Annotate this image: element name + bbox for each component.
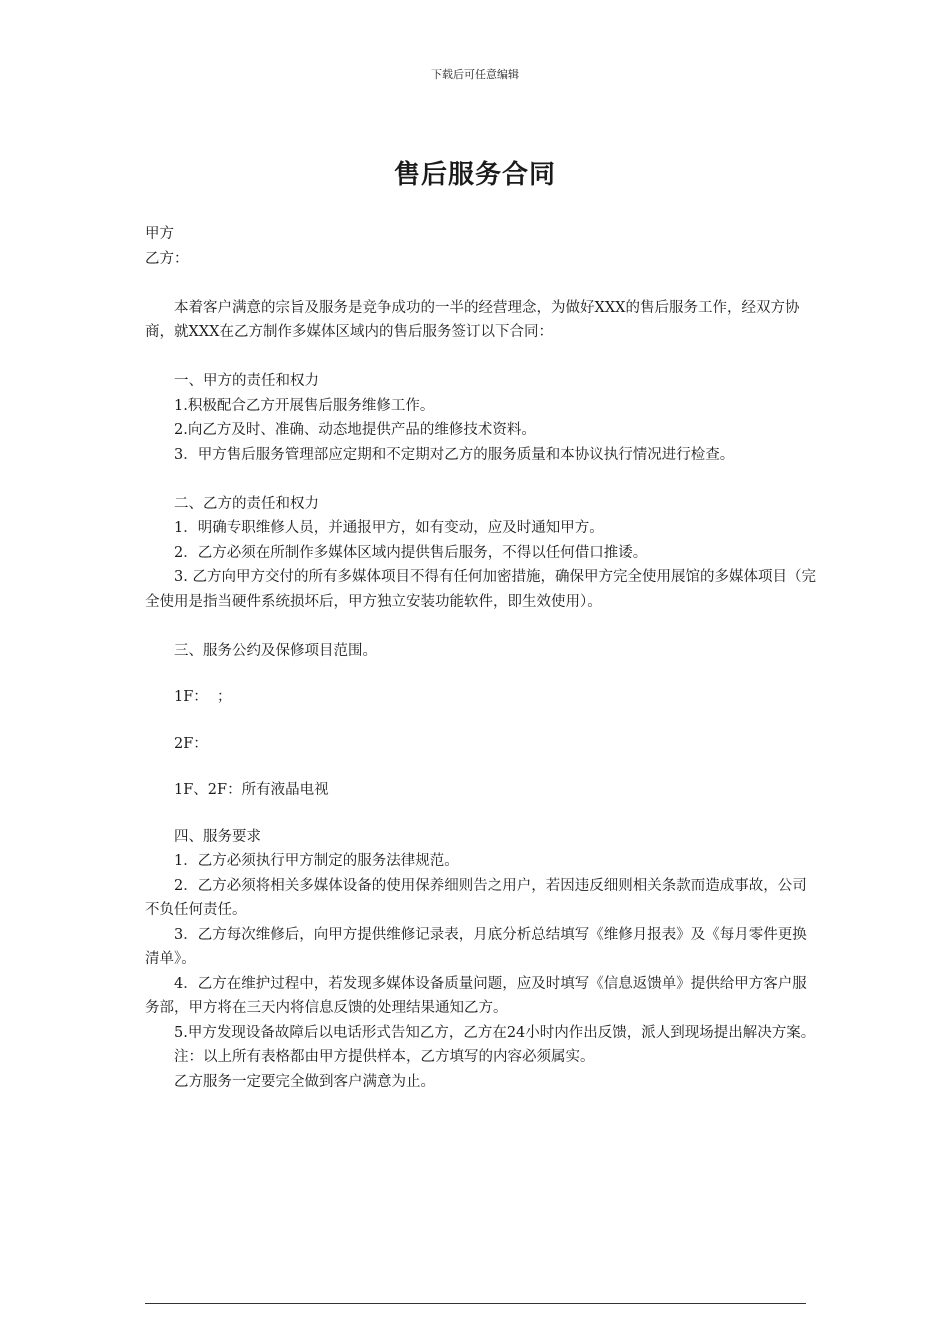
header-note: 下载后可任意编辑 (431, 68, 519, 81)
document-title: 售后服务合同 (393, 160, 556, 190)
section4-heading: 四、服务要求 (174, 828, 261, 845)
spacer (145, 467, 820, 492)
spacer (145, 803, 820, 825)
floor-item: 2F： (174, 735, 208, 752)
section2-item: 1．明确专职维修人员，并通报甲方，如有变动，应及时通知甲方。 (174, 520, 604, 536)
section2-item: 3. 乙方向甲方交付的所有多媒体项目不得有任何加密措施，确保甲方完全使用展馆的多媒体项目（完全使用是指当硬件系统损坏后，甲方独立安装功能软件，即生效使用）。 (145, 569, 816, 610)
spacer (145, 345, 820, 370)
spacer (145, 710, 820, 732)
section1-item: 2.向乙方及时、准确、动态地提供产品的维修技术资料。 (174, 422, 536, 438)
section4-note: 注：以上所有表格都由甲方提供样本，乙方填写的内容必须属实。 (174, 1049, 595, 1065)
spacer (145, 756, 820, 778)
floor-item: 1F、2F：所有液晶电视 (174, 782, 329, 798)
party-b-label: 乙方： (145, 250, 189, 267)
spacer (145, 663, 820, 685)
section4-item: 1．乙方必须执行甲方制定的服务法律规范。 (174, 853, 459, 869)
section4-item: 5.甲方发现设备故障后以电话形式告知乙方，乙方在24小时内作出反馈，派人到现场提出解决方案。 (174, 1024, 816, 1041)
floor-item: 1F： ； (174, 689, 232, 705)
section2-item: 2．乙方必须在所制作多媒体区域内提供售后服务，不得以任何借口推诿。 (174, 544, 648, 561)
section3-heading: 三、服务公约及保修项目范围。 (174, 642, 377, 659)
section4-closing: 乙方服务一定要完全做到客户满意为止。 (174, 1073, 435, 1090)
section1-item: 3．甲方售后服务管理部应定期和不定期对乙方的服务质量和本协议执行情况进行检查。 (174, 446, 735, 463)
section4-item: 3．乙方每次维修后，向甲方提供维修记录表，月底分析总结填写《维修月报表》及《每月零件更换清单》。 (145, 926, 807, 967)
footer-divider (145, 1303, 806, 1304)
party-a-label: 甲方 (145, 226, 174, 242)
section4-item: 2．乙方必须将相关多媒体设备的使用保养细则告之用户，若因违反细则相关条款而造成事故，公司不负任何责任。 (145, 877, 807, 918)
section1-heading: 一、甲方的责任和权力 (174, 373, 319, 389)
contract-body (145, 222, 820, 1094)
spacer (145, 614, 820, 639)
section1-item: 1.积极配合乙方开展售后服务维修工作。 (174, 397, 435, 414)
section2-heading: 二、乙方的责任和权力 (174, 495, 319, 512)
intro-paragraph: 本着客户满意的宗旨及服务是竞争成功的一半的经营理念，为做好XXX的售后服务工作，经双方协商，就XXX在乙方制作多媒体区域内的售后服务签订以下合同： (145, 299, 800, 340)
spacer (145, 271, 820, 296)
section4-item: 4．乙方在维护过程中，若发现多媒体设备质量问题，应及时填写《信息返馈单》提供给甲方客户服务部，甲方将在三天内将信息反馈的处理结果通知乙方。 (145, 975, 807, 1016)
